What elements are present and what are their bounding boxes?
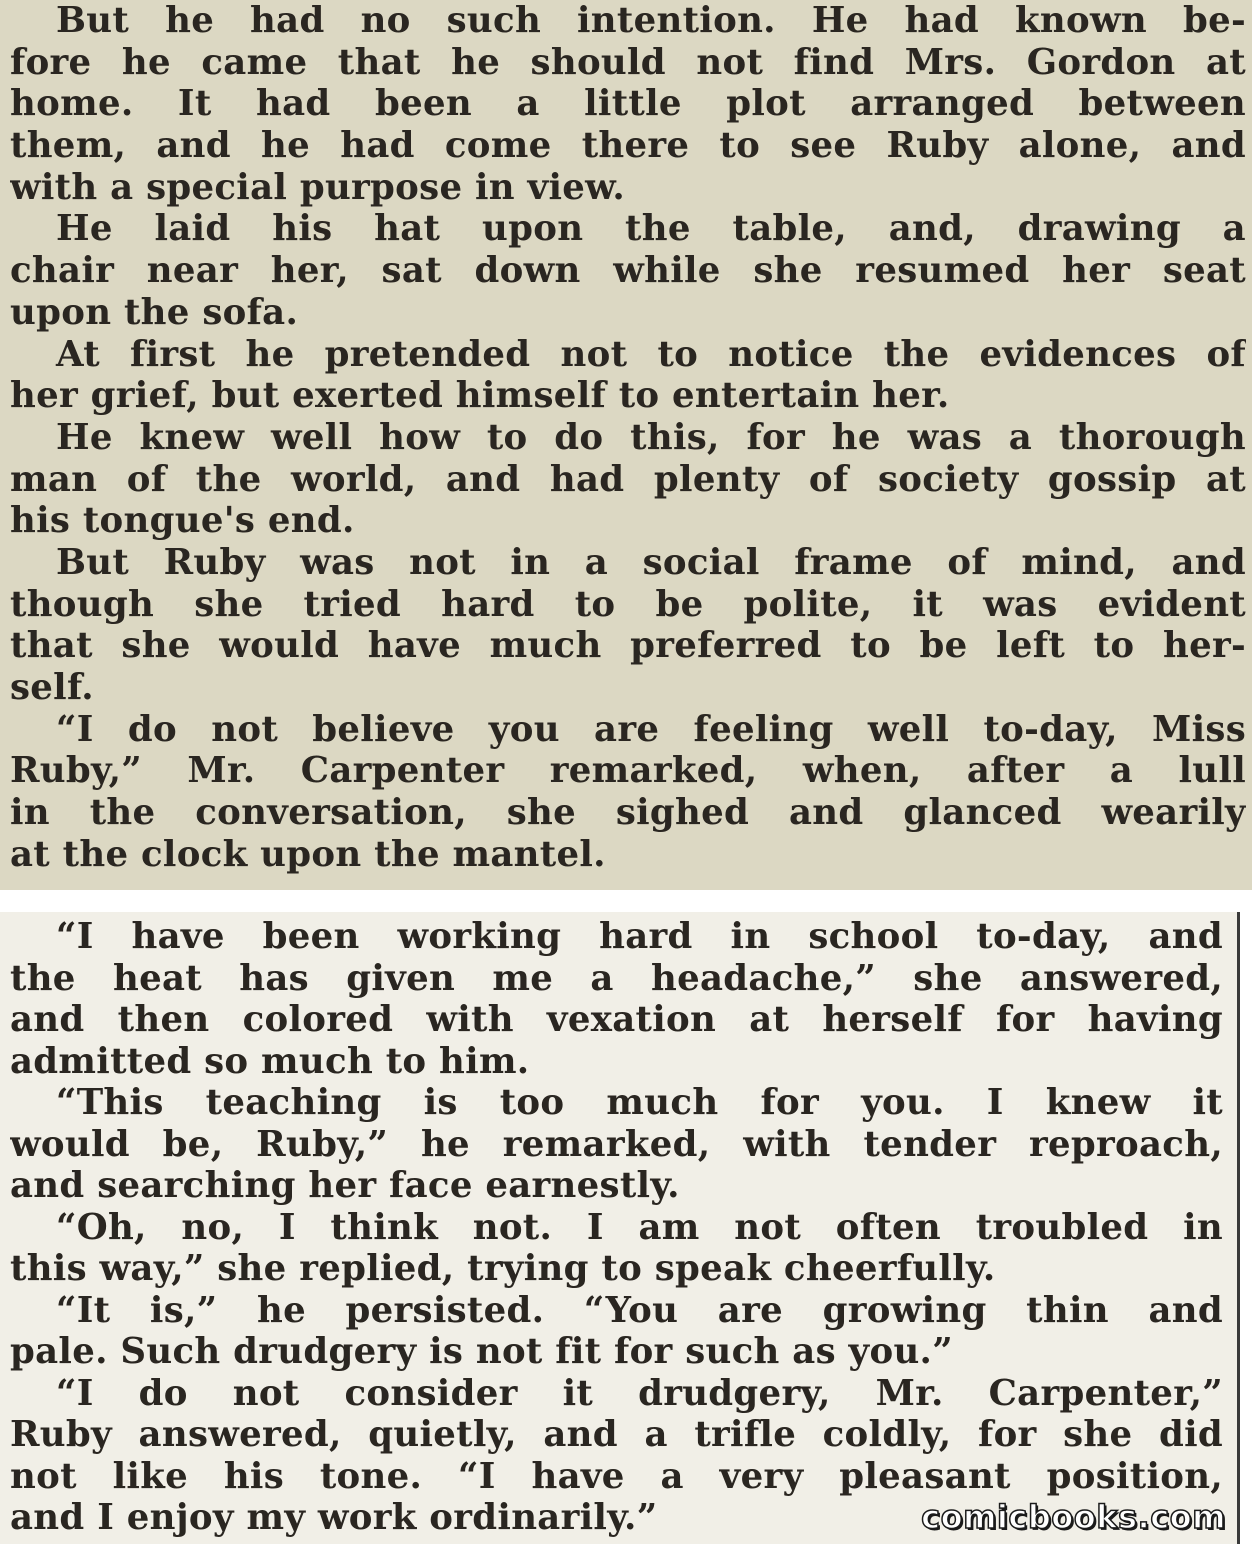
text-line: But Ruby was not in a social frame of mind, and xyxy=(56,541,1246,583)
text-line: not like his tone. “I have a very pleasant position, xyxy=(10,1455,1223,1497)
clipping-bottom xyxy=(0,912,1240,1544)
text-line: “It is,” he persisted. “You are growing thin and xyxy=(56,1289,1223,1331)
text-line: “I do not consider it drudgery, Mr. Carpenter,” xyxy=(56,1372,1223,1414)
text-line: in the conversation, she sighed and glanced wearily xyxy=(10,792,1246,834)
text-line: this way,” she replied, trying to speak cheerfully. xyxy=(10,1248,996,1289)
text-line: But he had no such intention. He had known be- xyxy=(56,0,1246,41)
text-line: upon the sofa. xyxy=(10,291,299,333)
text-line: Ruby,” Mr. Carpenter remarked, when, after a lull xyxy=(10,750,1246,792)
text-line: “I have been working hard in school to-day, and xyxy=(56,916,1223,957)
text-line: at the clock upon the mantel. xyxy=(10,833,606,875)
text-line: would be, Ruby,” he remarked, with tender reproach, xyxy=(10,1123,1223,1165)
text-line: and searching her face earnestly. xyxy=(10,1165,680,1206)
watermark-logo: comicbooks.com xyxy=(921,1498,1226,1536)
text-line: fore he came that he should not find Mrs. Gordon at xyxy=(10,41,1246,83)
text-line: He knew well how to do this, for he was a thorough xyxy=(56,416,1246,458)
text-line: “I do not believe you are feeling well to-day, Miss xyxy=(56,708,1246,750)
text-line: pale. Such drudgery is not fit for such as you.” xyxy=(10,1331,953,1372)
text-line: and I enjoy my work ordinarily.” xyxy=(10,1497,658,1538)
text-line: Ruby answered, quietly, and a trifle coldly, for she did xyxy=(10,1414,1223,1455)
text-line: though she tried hard to be polite, it was evident xyxy=(10,583,1246,625)
text-line: his tongue's end. xyxy=(10,500,355,542)
text-line: them, and he had come there to see Ruby alone, and xyxy=(10,125,1246,167)
text-line: her grief, but exerted himself to entertain her. xyxy=(10,375,950,417)
text-line: chair near her, sat down while she resumed her seat xyxy=(10,250,1246,292)
text-line: “This teaching is too much for you. I knew it xyxy=(56,1082,1223,1123)
text-line: “Oh, no, I think not. I am not often troubled in xyxy=(56,1206,1223,1248)
text-line: admitted so much to him. xyxy=(10,1040,530,1082)
text-line: self. xyxy=(10,667,94,708)
text-line: that she would have much preferred to be left to her- xyxy=(10,625,1246,667)
text-line: At first he pretended not to notice the evidences of xyxy=(56,333,1246,375)
text-line: the heat has given me a headache,” she answered, xyxy=(10,957,1223,999)
text-line: home. It had been a little plot arranged between xyxy=(10,83,1246,125)
text-line: and then colored with vexation at herself for having xyxy=(10,999,1223,1040)
text-line: He laid his hat upon the table, and, drawing a xyxy=(56,208,1246,250)
text-line: with a special purpose in view. xyxy=(10,166,626,208)
text-line: man of the world, and had plenty of society gossip at xyxy=(10,458,1246,500)
